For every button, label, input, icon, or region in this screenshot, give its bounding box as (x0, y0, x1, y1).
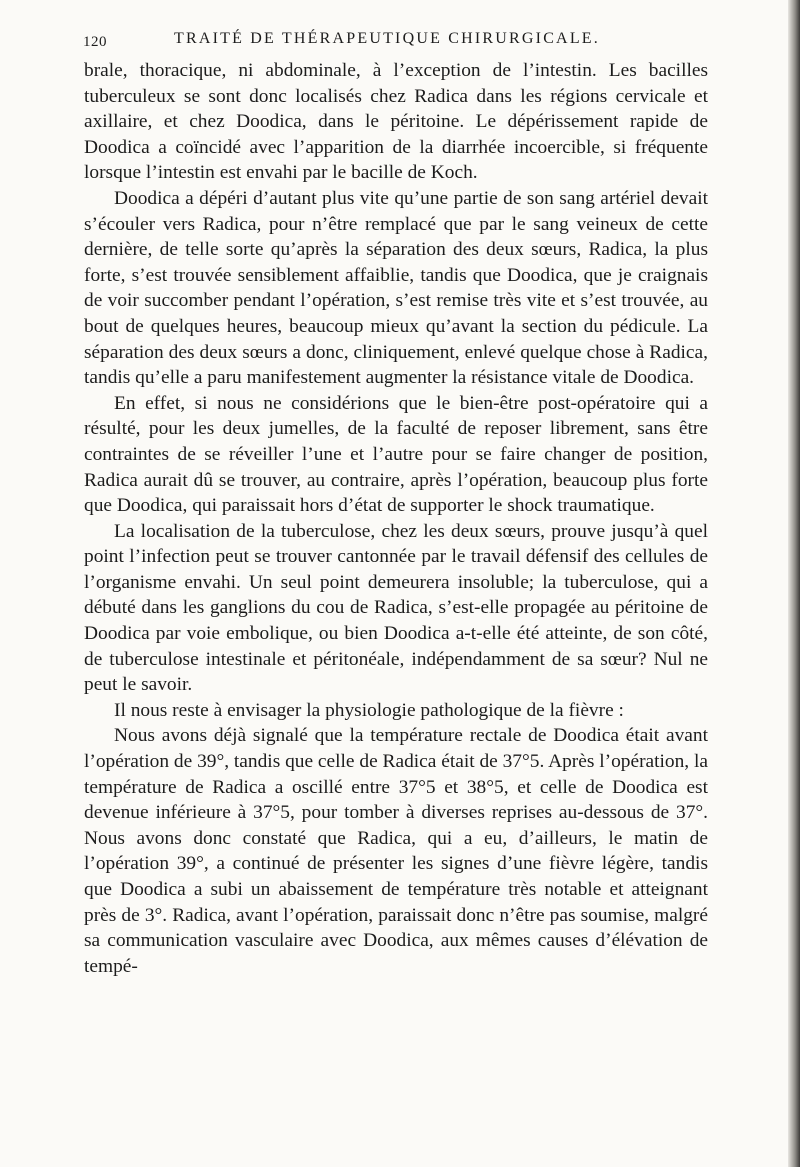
body-text (84, 58, 708, 979)
paragraph: Il nous reste à envisager la physiologie pathologique de la fièvre : (114, 699, 624, 721)
page-number: 120 (83, 34, 107, 50)
paragraph: Nous avons déjà signalé que la température rectale de Doodica était avant l’opération de 39°, tandis que celle de Radica était de 37°5. Après l’opération, la température de Radica a oscillé entre 37°5 et 38°5, et celle de Doodica est devenue inférieure à 37°5, pour tomber à diverses reprises au-dessous de 37°. Nous avons donc constaté que Radica, qui a eu, d’ailleurs, le matin de l’opération 39°, a continué de présenter les signes d’une fièvre légère, tandis que Doodica a subi un abaissement de température très notable et atteignant près de 3°. Radica, avant l’opération, paraissait donc n’être pas soumise, malgré sa communication vasculaire avec Doodica, aux mêmes causes d’élévation de tempé- (84, 725, 708, 977)
book-spine-shadow (788, 0, 800, 1167)
book-page (84, 22, 708, 979)
page-header (84, 22, 708, 58)
paragraph: Doodica a dépéri d’autant plus vite qu’une partie de son sang artériel devait s’écouler vers Radica, pour n’être remplacé que par le sang veineux de cette dernière, de telle sorte qu’après la séparation des deux sœurs, Radica, la plus forte, s’est trouvée sensiblement affaiblie, tandis que Doodica, que je craignais de voir succomber pendant l’opération, s’est remise très vite et s’est trouvée, au bout de quelques heures, beaucoup mieux qu’avant la section du pédicule. La séparation des deux sœurs a donc, cliniquement, enlevé quelque chose à Radica, tandis qu’elle a paru manifestement augmenter la résistance vitale de Doodica. (84, 187, 708, 389)
running-title: TRAITÉ DE THÉRAPEUTIQUE CHIRURGICALE. (174, 30, 600, 47)
paragraph: brale, thoracique, ni abdominale, à l’exception de l’intestin. Les bacilles tuberculeux se sont donc localisés chez Radica dans les régions cervicale et axillaire, et chez Doodica, dans le péritoine. Le dépérissement rapide de Doodica a coïncidé avec l’apparition de la diarrhée incoercible, si fréquente lorsque l’intestin est envahi par le bacille de Koch. (84, 60, 708, 184)
paragraph: La localisation de la tuberculose, chez les deux sœurs, prouve jusqu’à quel point l’infection peut se trouver cantonnée par le travail défensif des cellules de l’organisme envahi. Un seul point demeurera insoluble; la tuberculose, qui a débuté dans les ganglions du cou de Radica, s’est-elle propagée au péritoine de Doodica par voie embolique, ou bien Doodica a-t-elle été atteinte, de son côté, de tuberculose intestinale et péritonéale, indépendamment de sa sœur? Nul ne peut le savoir. (84, 520, 708, 696)
paragraph: En effet, si nous ne considérions que le bien-être post-opératoire qui a résulté, pour les deux jumelles, de la faculté de reposer librement, sans être contraintes de se réveiller l’une et l’autre pour se faire changer de position, Radica aurait dû se trouver, au contraire, après l’opération, beaucoup plus forte que Doodica, qui paraissait hors d’état de supporter le shock traumatique. (84, 392, 708, 517)
